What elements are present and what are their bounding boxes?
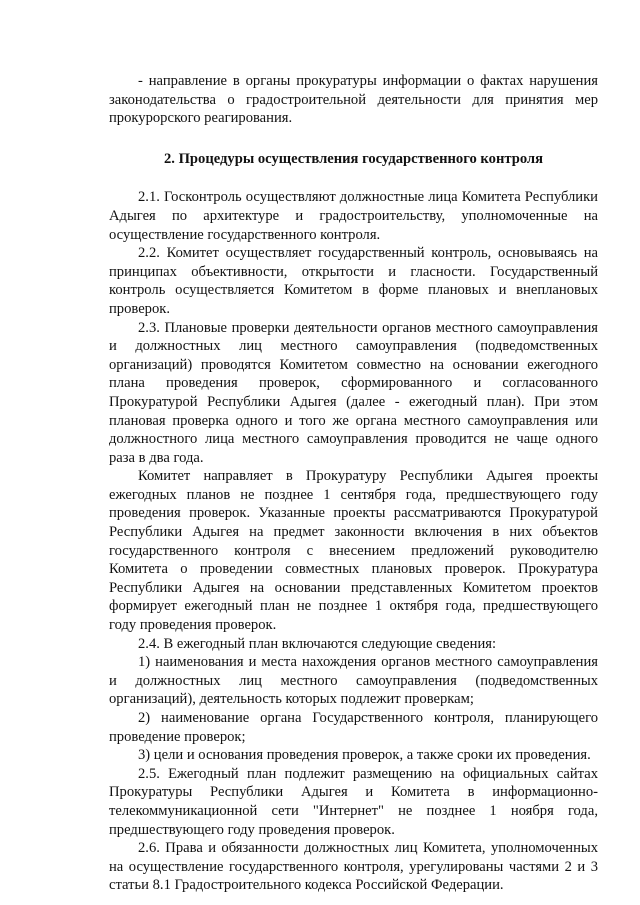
list-item-3: 3) цели и основания проведения проверок, а также сроки их проведения. xyxy=(138,747,591,764)
paragraph-2-1: 2.1. Госконтроль осуществляют должностные лица Комитета Республики Адыгея по архитектуре и градостроительству, уполномоченные на осуществление государственного контроля. xyxy=(109,189,598,243)
paragraph-2-6: 2.6. Права и обязанности должностных лиц Комитета, уполномоченных на осуществление государственного контроля, урегулированы частями 2 и 3 статьи 8.1 Градостроительного кодекса Российской Федерации. xyxy=(109,840,598,894)
paragraph-2-3: 2.3. Плановые проверки деятельности органов местного самоуправления и должностных лиц местного самоуправления (подведомственных организаций) проводятся Комитетом совместно на основании ежегодного плана проведения проверок, сформированного и согласованного Прокуратурой Республики Адыгея (далее - ежегодный план). При этом плановая проверка одного и того же органа местного самоуправления или должностного лица местного самоуправления проводится не чаще одного раза в два года. xyxy=(109,319,598,466)
paragraph-2-4: 2.4. В ежегодный план включаются следующие сведения: xyxy=(138,635,497,652)
section-heading: 2. Процедуры осуществления государственного контроля xyxy=(163,150,544,167)
paragraph-2-2: 2.2. Комитет осуществляет государственный контроль, основываясь на принципах объективности, открытости и гласности. Государственный контроль осуществляется Комитетом в форме плановых и внеплановых проверок. xyxy=(109,245,598,317)
intro-paragraph: - направление в органы прокуратуры информации о фактах нарушения законодательства о градостроительной деятельности для принятия мер прокурорского реагирования. xyxy=(109,73,598,127)
list-item-1: 1) наименования и места нахождения органов местного самоуправления и должностных лиц местного самоуправления (подведомственных организаций), деятельность которых подлежит проверкам; xyxy=(109,654,598,708)
paragraph-2-3-continued: Комитет направляет в Прокуратуру Республики Адыгея проекты ежегодных планов не позднее 1 сентября года, предшествующего году проведения проверок. Указанные проекты рассматриваются Прокуратурой Республики Адыгея на предмет законности включения в них объектов государственного контроля с внесением предложений руководителю Комитета о проведении совместных плановых проверок. Прокуратура Республики Адыгея на основании представленных Комитетом проектов формирует ежегодный план не позднее 1 октября года, предшествующего году проведения проверок. xyxy=(109,468,598,634)
list-item-2: 2) наименование органа Государственного контроля, планирующего проведение проверок; xyxy=(109,710,598,745)
paragraph-2-5: 2.5. Ежегодный план подлежит размещению на официальных сайтах Прокуратуры Республики Адыгея и Комитета в информационно-телекоммуникационной сети "Интернет" не позднее 1 ноября года, предшествующего году проведения проверок. xyxy=(109,765,598,838)
